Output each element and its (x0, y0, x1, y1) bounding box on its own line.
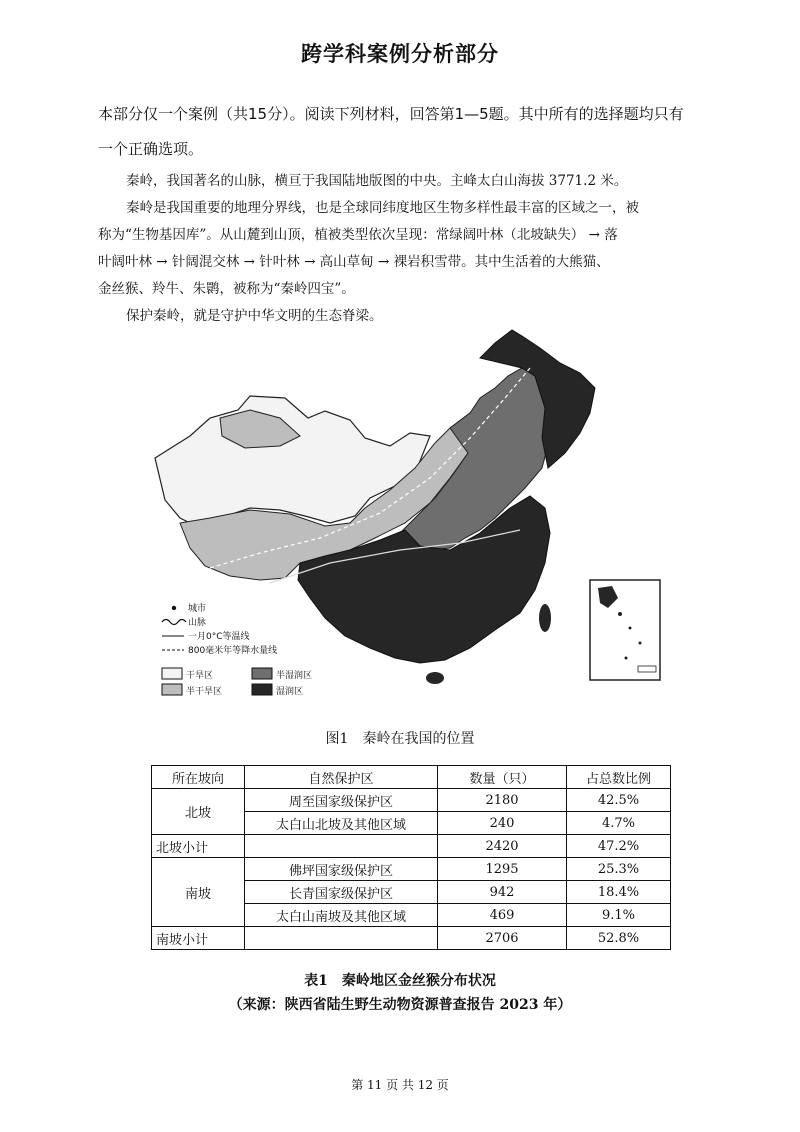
page-title: 跨学科案例分析部分 (301, 42, 499, 66)
intro-line-1: 本部分仅一个案例（共15分）。阅读下列材料，回答第1—5题。其中所有的选择题均只有 (98, 105, 684, 123)
table-header: 自然保护区 (245, 766, 438, 789)
legend-arid: 干旱区 (186, 671, 214, 681)
table-header: 数量（只） (438, 766, 567, 789)
table-row (152, 789, 671, 812)
table-cell: 469 (438, 904, 567, 927)
table-header: 所在坡向 (152, 766, 245, 789)
legend-semihumid: 半湿润区 (276, 671, 313, 681)
table-cell: 长青国家级保护区 (245, 881, 438, 904)
table-cell: 佛坪国家级保护区 (245, 858, 438, 881)
table-cell-slope: 北坡 (152, 789, 245, 835)
source-note: （来源：陕西省陆生野生动物资源普查报告 2023 年） (228, 997, 572, 1013)
material-paragraph-3: 保护秦岭，就是守护中华文明的生态脊梁。 (126, 308, 383, 324)
figure-caption: 图1 秦岭在我国的位置 (325, 731, 475, 747)
mountain-symbol-icon (162, 620, 186, 625)
table-header: 占总数比例 (567, 766, 671, 789)
table-cell: 18.4% (567, 881, 671, 904)
intro-line-2: 一个正确选项。 (98, 140, 204, 158)
table-cell (245, 835, 438, 858)
material-paragraph-2c: 叶阔叶林 → 针阔混交林 → 针叶林 → 高山草甸 → 裸岩积雪带。其中生活着的大熊猫、 (98, 254, 610, 270)
legend-semiarid: 半干旱区 (186, 687, 223, 697)
material-paragraph-2b: 称为“生物基因库”。从山麓到山顶，植被类型依次呈现：常绿阔叶林（北坡缺失） → 落 (98, 227, 618, 243)
legend-mountain: 山脉 (188, 618, 207, 628)
legend-isohyet: 800毫米年等降水量线 (188, 646, 278, 656)
legend-isotherm: 一月0°C等温线 (188, 632, 250, 642)
material-paragraph-2a: 秦岭是我国重要的地理分界线，也是全球同纬度地区生物多样性最丰富的区域之一，被 (126, 200, 639, 216)
table-cell: 9.1% (567, 904, 671, 927)
legend-humid: 湿润区 (276, 687, 304, 697)
table-cell: 2420 (438, 835, 567, 858)
table-cell: 4.7% (567, 812, 671, 835)
table-cell: 42.5% (567, 789, 671, 812)
table-cell: 2706 (438, 927, 567, 950)
table-header-row (152, 766, 671, 789)
table-cell: 240 (438, 812, 567, 835)
table-cell: 1295 (438, 858, 567, 881)
table-cell: 47.2% (567, 835, 671, 858)
material-paragraph-2d: 金丝猴、羚牛、朱鹮，被称为“秦岭四宝”。 (98, 281, 355, 297)
table-cell (245, 927, 438, 950)
table-cell: 太白山北坡及其他区域 (245, 812, 438, 835)
table-cell: 太白山南坡及其他区域 (245, 904, 438, 927)
city-symbol-icon (172, 606, 176, 610)
table-row-subtotal (152, 927, 671, 950)
material-paragraph-1: 秦岭，我国著名的山脉，横亘于我国陆地版图的中央。主峰太白山海拔 3771.2 米。 (126, 173, 628, 189)
table-cell: 周至国家级保护区 (245, 789, 438, 812)
china-climate-map (150, 318, 670, 708)
page-footer: 第 11 页 共 12 页 (351, 1078, 449, 1092)
table-cell: 北坡小计 (152, 835, 245, 858)
table-cell: 南坡小计 (152, 927, 245, 950)
table-cell-slope: 南坡 (152, 858, 245, 927)
distribution-table (151, 765, 671, 950)
table-row (152, 858, 671, 881)
table-cell: 52.8% (567, 927, 671, 950)
legend-city: 城市 (188, 604, 207, 614)
table-cell: 2180 (438, 789, 567, 812)
table-cell: 25.3% (567, 858, 671, 881)
table-cell: 942 (438, 881, 567, 904)
table-row-subtotal (152, 835, 671, 858)
table-caption: 表1 秦岭地区金丝猴分布状况 (304, 973, 496, 989)
